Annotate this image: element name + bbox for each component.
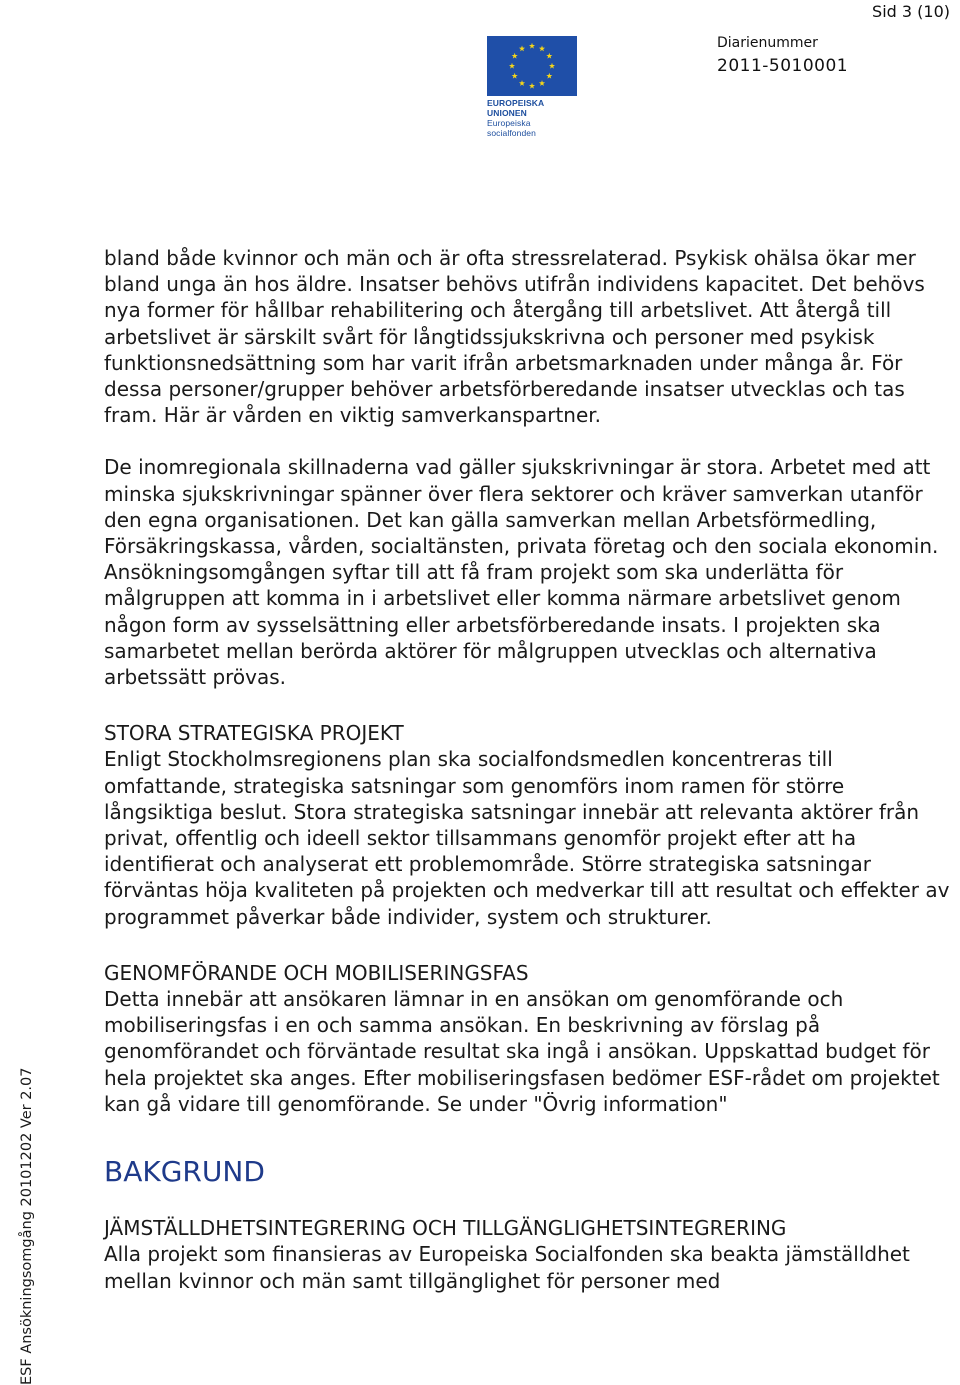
eu-logo [487,36,579,138]
paragraph: Enligt Stockholmsregionens plan ska socialfondsmedlen koncentreras till omfattande, strategiska satsningar som genomförs inom ramen för större långsiktiga beslut. Stora strategiska satsningar innebär att relevanta aktörer från privat, offentlig och ideell sektor tillsammans genomför projekt efter att ha identifierat och analyserat ett problemområde. Större strategiska satsningar förväntas höja kvaliteten på projekten och medverkar till att resultat och effekter av programmet påverkar både individer, system och strukturer. [104,747,950,929]
eu-flag-icon [487,36,577,96]
paragraph: Detta innebär att ansökaren lämnar in en ansökan om genomförande och mobiliseringsfas i en och samma ansökan. En beskrivning av förslag på genomförandet och förväntade resultat ska ingå i ansökan. Uppskattad budget för hela projektet ska anges. Efter mobiliseringsfasen bedömer ESF-rådet om projektet kan gå vidare till genomförande. Se under "Övrig information" [104,987,940,1116]
page-number: Sid 3 (10) [872,2,950,21]
diarie-block [717,33,848,79]
paragraph: De inomregionala skillnaderna vad gäller sjukskrivningar är stora. Arbetet med att minska sjukskrivningar spänner över flera sektorer och kräver samverkan utanför den egna organisationen. Det kan gälla samverkan mellan Arbetsförmedling, Försäkringskassa, vården, socialtänsten, privata företag och den sociala ekonomin. [104,455,939,559]
side-footer-text: ESF Ansökningsomgång 20101202 Ver 2.07 [19,1067,35,1385]
document-body [104,245,950,1294]
section-heading-jamstalldhet: JÄMSTÄLLDHETSINTEGRERING OCH TILLGÄNGLIGHETSINTEGRERING [104,1216,787,1241]
logo-line-1: EUROPEISKA UNIONEN [487,98,544,118]
heading-bakgrund: BAKGRUND [104,1155,265,1189]
logo-line-2: Europeiska socialfonden [487,118,536,138]
section-heading-genomforande: GENOMFÖRANDE OCH MOBILISERINGSFAS [104,960,529,985]
section-heading-stora-strategiska-projekt: STORA STRATEGISKA PROJEKT [104,721,404,746]
paragraph: bland både kvinnor och män och är ofta stressrelaterad. Psykisk ohälsa ökar mer bland unga än hos äldre. Insatser behövs utifrån individens kapacitet. Det behövs nya former för hållbar rehabilitering och återgång till arbetslivet. Att återgå till arbetslivet är särskilt svårt för långtidssjukskrivna och personer med psykisk funktionsnedsättning som har varit ifrån arbetsmarknaden under många år. För dessa personer/grupper behöver arbetsförberedande insatser utvecklas och tas fram. Här är vården en viktig samverkanspartner. [104,246,925,428]
diarie-number: 2011-5010001 [717,56,849,76]
diarie-label: Diarienummer [717,35,818,51]
paragraph: Ansökningsomgången syftar till att få fram projekt som ska underlätta för målgruppen att komma in i arbetslivet eller komma närmare arbetslivet genom någon form av sysselsättning eller arbetsförberedande insats. I projekten ska samarbetet mellan berörda aktörer för målgruppen utvecklas och alternativa arbetssätt prövas. [104,560,901,690]
paragraph: Alla projekt som finansieras av Europeiska Socialfonden ska beakta jämställdhet mellan kvinnor och män samt tillgänglighet för personer med [104,1242,910,1293]
logo-text [487,98,579,138]
